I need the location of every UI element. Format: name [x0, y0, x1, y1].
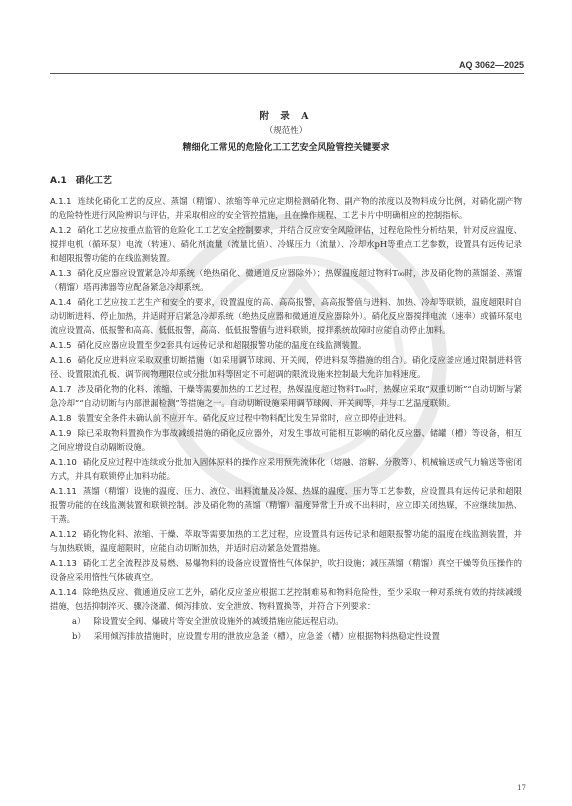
list-item: [50, 614, 522, 628]
clause-number: A.1.8: [50, 413, 72, 423]
list-item-label: b）: [72, 631, 86, 641]
clause: [50, 527, 522, 555]
clause: [50, 266, 522, 294]
appendix-heading: 精细化工常见的危险化工工艺安全风险管控关键要求: [182, 143, 390, 153]
clause-number: A.1.3: [50, 268, 72, 278]
body-text: [50, 194, 522, 644]
clause-text: 涉及硝化物的化料、浓缩、干燥等需要加热的工艺过程，热媒温度超过物料T₀₀时，热媒应采取“双重切断”“自动切断与紧急冷却”“自动切断与内部泄漏检测”等措施之一。自动切断设施采用调节球阀、开关阀等，并与工艺温度联锁。: [50, 384, 522, 408]
clause-number: A.1.2: [50, 225, 72, 235]
clause-text: 装置安全条件未确认前不应开车。硝化反应过程中物料配比发生异常时，应立即停止进料。: [77, 413, 412, 423]
clause-text: 蒸馏（精馏）设施的温度、压力、液位、出料流量及冷媒、热媒的温度、压力等工艺参数，应设置具有远传记录和超限报警功能的在线监测装置和联锁控制。涉及硝化物的蒸馏（精馏）温度异常上升或不出料时，应立即关闭热媒，不应继续加热、干蒸。: [50, 486, 522, 524]
clause-number: A.1.1: [50, 196, 72, 206]
list-item-text: 采用倾泻排放措施时，应设置专用的泄放应急釜（槽），应急釜（槽）应根据物料热稳定性设置: [93, 631, 440, 641]
list-item: [50, 629, 522, 643]
page-number: 17: [517, 784, 526, 792]
clause-number: A.1.10: [50, 457, 77, 467]
clause: [50, 455, 522, 483]
clause: [50, 411, 522, 425]
clause-text: 硝化反应进料应采取双重切断措施（如采用调节球阀、开关阀，停进料泵等措施的组合）。硝化反应釜应通过限制进料管径、设置限流孔板、调节阀物理限位或分批加料等固定不可超调的限流设施来控制最大允许加料速度。: [50, 355, 522, 379]
clause: [50, 338, 522, 352]
clause-text: 硝化反应器应设置至少2套具有远传记录和超限报警功能的温度在线监测装置。: [77, 340, 367, 350]
clause-text: 硝化反应器应设置紧急冷却系统（绝热硝化、微通道反应器除外）；热媒温度超过物料T₀₀时，涉及硝化物的蒸馏釜、蒸馏（精馏）塔再沸器等应配备紧急冷却系统。: [50, 268, 522, 292]
clause: [50, 194, 522, 222]
list-item-label: a）: [72, 616, 86, 626]
clause-number: A.1.7: [50, 384, 72, 394]
appendix-title: 附 录 A: [259, 111, 313, 122]
clause-text: 硝化反应过程中连续或分批加入固体原料的操作应采用预先流体化（熔融、溶解、分散等）、机械输送或气力输送等密闭方式，并具有联锁停止加料功能。: [50, 457, 522, 481]
clause-text: 硝化工艺应按重点监管的危险化工工艺安全控制要求，并结合反应安全风险评估，过程危险性分析结果，针对反应温度、搅拌电机（循环泵）电流（转速）、硝化剂流量（流量比值）、冷媒压力（流量）、冷却水pH等重点工艺参数，设置具有远传记录和超限报警功能的在线监测装置。: [50, 225, 522, 263]
clause: [50, 585, 522, 613]
clause-number: A.1.6: [50, 355, 72, 365]
clause-text: 硝化工艺应按工艺生产和安全的要求，设置温度的高、高高报警，高高报警值与进料、加热、冷却等联锁，温度超限时自动切断进料、停止加热，并适时开启紧急冷却系统（绝热反应器和微通道反应器除外）。硝化反应器搅拌电流（速率）或循环泵电流应设置高、低报警和高高、低低报警，高高、低低报警值与进料联锁，搅拌系统故障时应能自动停止加料。: [50, 297, 522, 335]
clause-number: A.1.14: [50, 587, 77, 597]
clause: [50, 295, 522, 337]
clause-text: 除绝热反应、微通道反应工艺外，硝化反应釜应根据工艺控制难易和物料危险性，至少采取一种对系统有效的持续减缓措施，包括抑制淬灭、骤冷浇灌、倾泻排放、安全泄放、物料置换等，并符合下列要求：: [50, 587, 522, 611]
clause: [50, 484, 522, 526]
clause-text: 连续化硝化工艺的反应、蒸馏（精馏）、浓缩等单元应定期检测硝化物、副产物的浓度以及物料成分比例，对硝化副产物的危险特性进行风险辨识与评估，并采取相应的安全管控措施，且在操作规程、工艺卡片中明确相应的控制指标。: [50, 196, 522, 220]
clause: [50, 382, 522, 410]
list-item-text: 除设置安全阀、爆破片等安全泄放设施外的减缓措施应能远程启动。: [93, 616, 344, 626]
clause: [50, 426, 522, 454]
section-title: A.1 硝化工艺: [50, 176, 112, 186]
standard-code: AQ 3062—2025: [458, 60, 524, 70]
clause-text: 硝化物化料、浓缩、干燥、萃取等需要加热的工艺过程，应设置具有远传记录和超限报警功能的温度在线监测装置，并与加热联锁，温度超限时，应能自动切断加热，并适时启动紧急处置措施。: [50, 529, 522, 553]
appendix-normativity: （规范性）: [264, 126, 308, 136]
clause-number: A.1.13: [50, 558, 77, 568]
clause: [50, 556, 522, 584]
clause-number: A.1.9: [50, 428, 72, 438]
clause-number: A.1.12: [50, 529, 77, 539]
header-divider: [50, 73, 524, 74]
clause-text: 硝化工艺全流程涉及易燃、易爆物料的设备应设置惰性气体保护，吹扫设施；减压蒸馏（精馏）真空干燥等负压操作的设备应采用惰性气体破真空。: [50, 558, 522, 582]
clause-number: A.1.4: [50, 297, 72, 307]
clause: [50, 353, 522, 381]
clause-text: 除已采取物料置换作为事故减缓措施的硝化反应器外，对发生事故可能相互影响的硝化反应器、储罐（槽）等设备，相互之间应增设自动隔断设施。: [50, 428, 522, 452]
clause-number: A.1.11: [50, 486, 77, 496]
clause-number: A.1.5: [50, 340, 72, 350]
clause: [50, 223, 522, 265]
